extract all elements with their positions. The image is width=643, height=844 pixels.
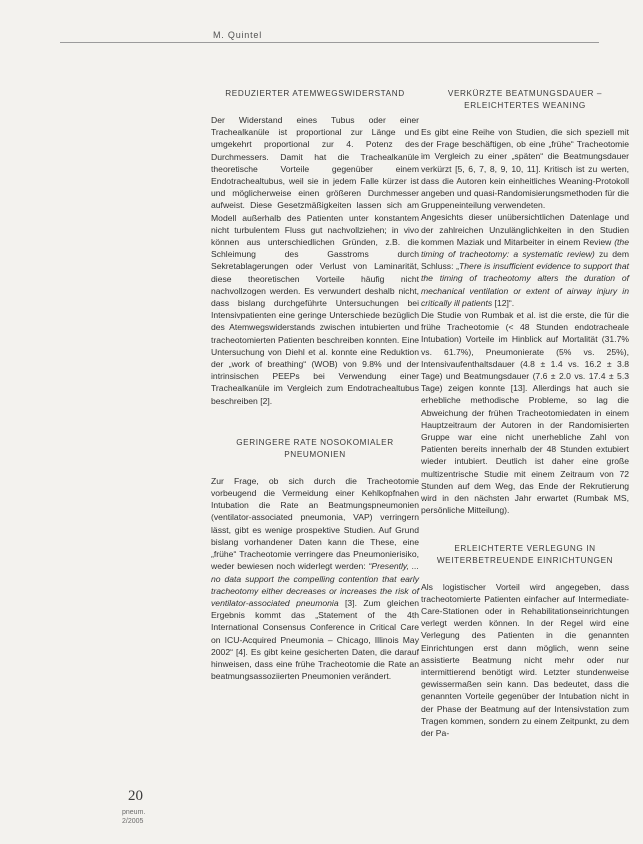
journal-issue: 2/2005 <box>122 818 144 825</box>
text-tail: [12]“. <box>492 297 515 308</box>
text-mid: zu dem Schluss: „ <box>421 249 629 272</box>
heading-line-2: ERLEICHTERTES WEANING <box>464 101 586 110</box>
journal-name: pneum. <box>122 809 146 816</box>
paragraph-atemwegswiderstand: Der Widerstand eines Tubus oder einer Trachealkanüle ist proportional zur Länge und umgekehrt proportional zur 4. Potenz des Durchmessers. Damit hat die Trachealkanüle theoretische Vorteile gegenüber einem Endotrachealtubus, weil sie in jedem Falle kürzer ist und möglicherweise einen größeren Durchmesser aufweist. Diese Gesetzmäßigkeiten lassen sich am Modell außerhalb des Patienten unter konstantem nicht turbulentem Fluss gut nachvollziehen; in vivo können aus unterschiedlichen Gründen, z.B. die Schleimung des Gasstroms durch Sekretablagerungen oder Verlust von Laminarität, diese theoretischen Vorteile häufig nicht nachvollzogen werden. Es verwundert deshalb nicht, dass bislang durchgeführte Untersuchungen bei Intensivpatienten eine geringe Unterschiede bezüglich des Atemwegswiderstands zwischen intubierten und tracheotomierten Patienten beschreiben konnten. Eine Untersuchung von Diehl et al. konnte eine Reduktion der „work of breathing“ (WOB) von 9.8% und der intrinsischen PEEPs bei Verwendung einer Trachealkanüle im Vergleich zum Endotrachealtubus beschreiben [2]. <box>211 115 419 406</box>
paragraph-verlegung: Als logistischer Vorteil wird angegeben, dass tracheotomierte Patienten einfacher auf Intermediate-Care-Stationen oder in Rehabilitationseinrichtungen verlegt werden können. In der Regel wird eine Verlegung des Patienten in die genannten Einrichtungen erst dann möglich, wenn seine assistierte Beatmung nicht mehr oder nur intermittierend benötigt wird. Letzter stundenweise gewissermaßen sein kann. Das bedeutet, dass die genannten Vorteile gegenüber der Intubation nicht in der Phase der Beatmung auf der Intensivstation zum Tragen kommen, sondern zu einem Zeitpunkt, zu dem der Pa- <box>421 581 629 738</box>
italic-quote: “Presently, ... no data support the compelling contention that early tracheotomy either decreases or increases the risk of ventilator-associated pneumonia <box>211 561 419 608</box>
heading-line-1: ERLEICHTERTE VERLEGUNG IN <box>454 543 596 553</box>
paragraph-pneumonien <box>211 475 419 682</box>
header-rule <box>60 42 599 43</box>
text-lead: Zur Frage, ob sich durch die Tracheotomie vorbeugend die Vermeidung einer Kehlkopfnahen Intubation die Rate an Beatmungspneumonien (ventilator-associated pneumonia, VAP) verringern lässt, gibt es wenige prospektive Studien. Auf Grund bislang vorhandener Daten kann die These, eine „frühe“ Tracheotomie verringere das Pneumonierisiko, weder bewiesen noch widerlegt werden: <box>211 475 419 572</box>
section-heading-verlegung <box>421 543 629 567</box>
italic-quote: There is insufficient evidence to support that the timing of tracheotomy alters the duration of mechanical ventilation or extent of airway injury in critically ill patients <box>421 261 629 308</box>
right-column <box>421 88 629 739</box>
running-head: M. Quintel <box>213 30 263 40</box>
italic-title: (the timing of tracheotomy: a systematic review) <box>421 236 629 260</box>
journal-badge <box>122 808 145 826</box>
heading-line-1: GERINGERE RATE NOSOKOMIALER <box>236 437 394 447</box>
heading-line-1: VERKÜRZTE BEATMUNGSDAUER – <box>447 89 603 98</box>
section-heading-pneumonien <box>211 437 419 461</box>
paragraph-rumbak: Die Studie von Rumbak et al. ist die erste, die für die frühe Tracheotomie (< 48 Stunden endotracheale Intubation) Vorteile im Hinblick auf Mortalität (31.7% vs. 61.7%), Pneumonierate (5% vs. 25%), Intensivaufenthaltsdauer (4.8 ± 1.4 vs. 16.2 ± 3.8 Tage) und Beatmungsdauer (7.6 ± 2.0 vs. 17.4 ± 5.3 Tage) zeigen konnte [13]. Allerdings hat auch sie erhebliche methodische Probleme, so lag die Abweichung der frühen Tracheotomiedaten in einem Hauptzeitraum der Autoren in der Randomisierten Gruppe war eine nicht unerhebliche Zahl von Patienten bereits innerhalb der 48 Stunden extubiert wieder intubiert. Deutlich ist daher eine große multizentrische Studie mit einem Zeitraum von 72 Stunden auf dem Weg, das Ende der Rekrutierung wird in den nächsten Jahr erwartet (Rumbak MS, persönliche Mitteilung). <box>421 310 629 516</box>
section-heading-beatmungsdauer <box>421 88 629 112</box>
section-heading-atemwegswiderstand: REDUZIERTER ATEMWEGSWIDERSTAND <box>225 89 405 98</box>
page-number: 20 <box>128 788 143 804</box>
paragraph-studien: Es gibt eine Reihe von Studien, die sich speziell mit der Frage beschäftigen, ob eine „frühe“ Tracheotomie im Vergleich zu einer „späten“ die Beatmungsdauer verkürzt [5, 6, 7, 8, 9, 10, 11]. Kritisch ist zu werten, dass die Autoren kein einheitliches Weaning-Protokoll angeben und quasi-Randomisierungsmethoden für die Gruppeneinteilung verwendeten. <box>421 127 629 211</box>
left-column <box>211 88 419 682</box>
heading-line-2: PNEUMONIEN <box>284 449 346 459</box>
paragraph-datenlage <box>421 211 629 309</box>
text-tail: [3]. Zum gleichen Ergebnis kommt das „Statement of the 4th International Consensus Conference in Critical Care on ICU-Acquired Pneumonia – Chicago, Illinois May 2002“ [4]. Es gibt keine gesicherten Daten, die darauf hinweisen, dass eine frühe Tracheotomie die Rate an beatmungsassoziierten Pneumonien verändert. <box>211 597 419 682</box>
heading-line-2: WEITERBETREUENDE EINRICHTUNGEN <box>436 555 614 565</box>
text-lead: Angesichts dieser unübersichtlichen Datenlage und der zahlreichen Unzulänglichkeiten in den Studien kommen Maziak und Mitarbeiter in einem Review <box>421 212 629 247</box>
